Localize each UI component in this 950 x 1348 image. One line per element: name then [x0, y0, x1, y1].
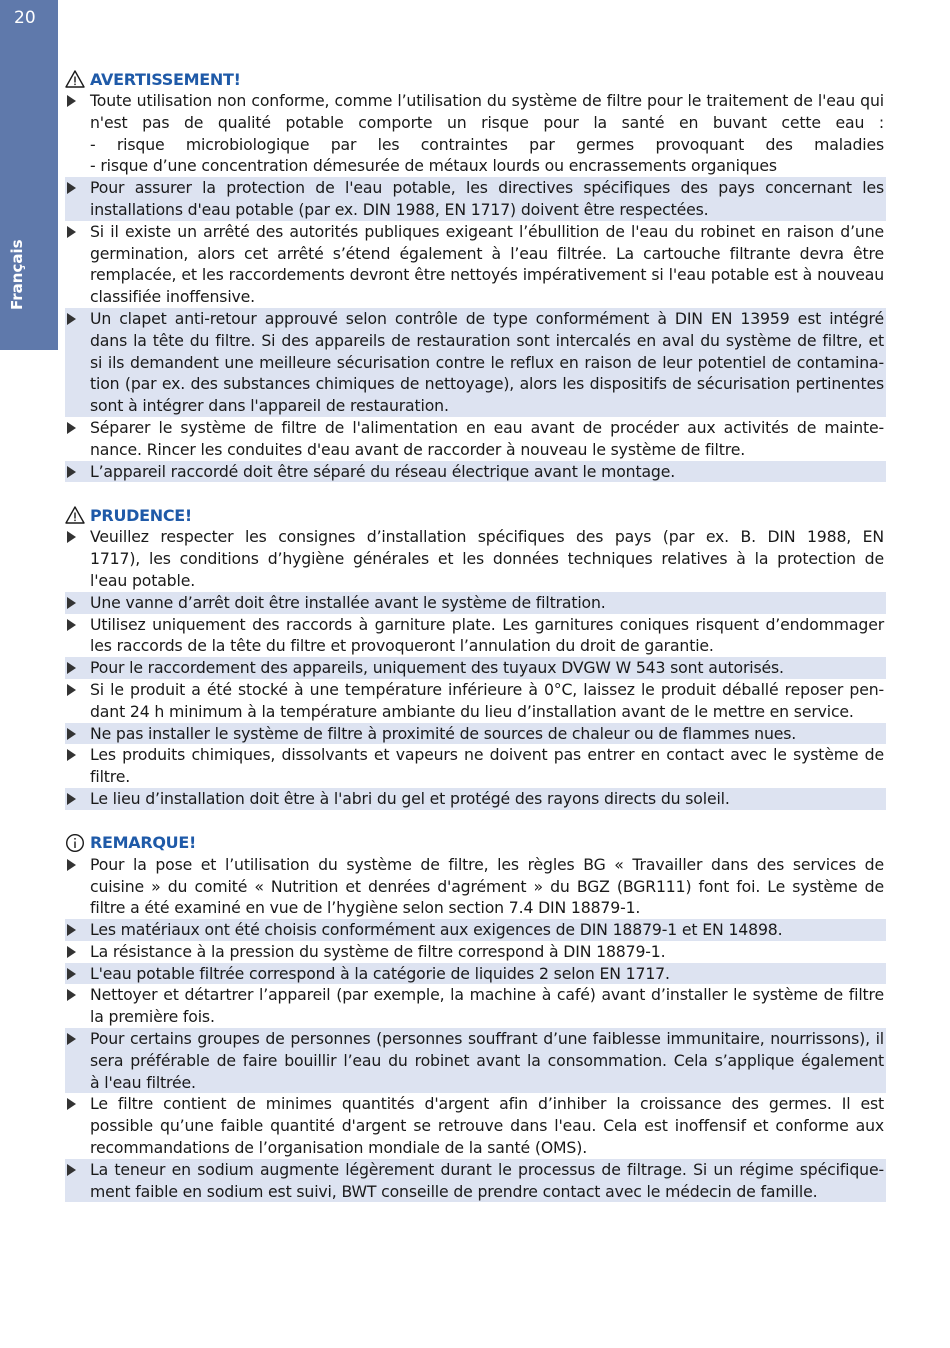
item-text-line: Le filtre contient de minimes quantités d'argent afin d’inhiber la croissance des germes. Il est — [90, 1094, 884, 1114]
list-item — [65, 788, 886, 810]
list-item — [65, 984, 886, 1028]
bullet-arrow-icon — [67, 662, 76, 674]
note-title: REMARQUE! — [90, 833, 196, 853]
warning-section — [65, 68, 886, 482]
item-text-line: Pour assurer la protection de l'eau potable, les directives spécifiques des pays concernant les — [90, 178, 884, 198]
item-text-line: Si le produit a été stocké à une température inférieure à 0°C, laissez le produit déballé reposer pen- — [90, 679, 884, 699]
item-text-line: - risque d’une concentration démesurée de métaux lourds ou encrassements organiques — [90, 156, 777, 176]
warning-heading — [65, 68, 886, 90]
list-item — [65, 657, 886, 679]
bullet-arrow-icon — [67, 531, 76, 543]
list-item — [65, 854, 886, 919]
caution-triangle-icon — [65, 505, 85, 525]
list-item — [65, 941, 886, 963]
bullet-arrow-icon — [67, 466, 76, 478]
item-text-line: Utilisez uniquement des raccords à garniture plate. Les garnitures coniques risquent d’endommager — [90, 614, 884, 634]
item-text-line: Pour certains groupes de personnes (personnes souffrant d’une faiblesse immunitaire, nourrissons), il — [90, 1029, 884, 1049]
item-text-line: Si il existe un arrêté des autorités publiques exigeant l’ébullition de l'eau du robinet en raison d’une — [90, 221, 884, 241]
list-item — [65, 723, 886, 745]
item-text-line: Pour la pose et l’utilisation du système de filtre, les règles BG « Travailler dans des services de — [90, 854, 884, 874]
bullet-arrow-icon — [67, 1164, 76, 1176]
item-text-line: classifiée inoffensive. — [90, 287, 256, 307]
item-text-line: La résistance à la pression du système de filtre correspond à DIN 18879-1. — [90, 941, 666, 961]
item-text-line: Les matériaux ont été choisis conformément aux exigences de DIN 18879-1 et EN 14898. — [90, 920, 783, 940]
list-item — [65, 417, 886, 461]
warning-title: AVERTISSEMENT! — [90, 69, 241, 89]
bullet-arrow-icon — [67, 619, 76, 631]
list-item — [65, 308, 886, 417]
caution-title: PRUDENCE! — [90, 505, 192, 525]
list-item — [65, 526, 886, 591]
item-text-line: L'eau potable filtrée correspond à la catégorie de liquides 2 selon EN 1717. — [90, 963, 670, 983]
item-text-line: nance. Rincer les conduites d'eau avant de raccorder à nouveau le système de filtre. — [90, 439, 746, 459]
caution-section — [65, 504, 886, 809]
note-heading — [65, 832, 886, 854]
language-tab-label: Français — [8, 239, 26, 310]
page-number: 20 — [14, 8, 36, 28]
item-text-line: dans la tête du filtre. Si des appareils de restauration sont intercalés en aval du système de filtre, et — [90, 330, 884, 350]
list-item — [65, 90, 886, 177]
item-text-line: si ils demandent une meilleure sécurisation contre le reflux en raison de leur potentiel de contamina- — [90, 352, 884, 372]
bullet-arrow-icon — [67, 859, 76, 871]
list-item — [65, 592, 886, 614]
bullet-arrow-icon — [67, 968, 76, 980]
item-text-line: n'est pas de qualité potable comporte un risque pour la santé en buvant cette eau : — [90, 112, 884, 132]
list-item — [65, 963, 886, 985]
bullet-arrow-icon — [67, 728, 76, 740]
list-item — [65, 1093, 886, 1158]
item-text-line: ment faible en sodium est suivi, BWT conseille de prendre contact avec le médecin de famille. — [90, 1181, 818, 1201]
item-text-line: Séparer le système de filtre de l'alimentation en eau avant de procéder aux activités de mainte- — [90, 417, 884, 437]
item-text-line: installations d'eau potable (par ex. DIN 1988, EN 1717) doivent être respectées. — [90, 199, 709, 219]
bullet-arrow-icon — [67, 924, 76, 936]
bullet-arrow-icon — [67, 749, 76, 761]
item-text-line: tion (par ex. des substances chimiques de nettoyage), alors les dispositifs de sécurisation pertinentes — [90, 374, 884, 394]
note-section — [65, 832, 886, 1203]
item-text-line: l'eau potable. — [90, 570, 196, 590]
list-item — [65, 679, 886, 723]
item-text-line: L’appareil raccordé doit être séparé du réseau électrique avant le montage. — [90, 461, 676, 481]
item-text-line: la première fois. — [90, 1007, 215, 1027]
item-text-line: sera préférable de faire bouillir l’eau du robinet avant la consommation. Cela s’applique également — [90, 1050, 884, 1070]
bullet-arrow-icon — [67, 313, 76, 325]
item-text-line: Un clapet anti-retour approuvé selon contrôle de type conformément à DIN EN 13959 est intégré — [90, 308, 884, 328]
item-text-line: filtre a été examiné en vue de l’hygiène selon section 7.4 DIN 18879-1. — [90, 898, 641, 918]
bullet-arrow-icon — [67, 422, 76, 434]
bullet-arrow-icon — [67, 95, 76, 107]
item-text-line: à l'eau filtrée. — [90, 1072, 196, 1092]
list-item — [65, 461, 886, 483]
info-circle-icon — [65, 833, 85, 853]
warning-triangle-icon — [65, 69, 85, 89]
list-item — [65, 1159, 886, 1203]
list-item — [65, 221, 886, 308]
list-item — [65, 1028, 886, 1093]
item-text-line: Veuillez respecter les consignes d’installation spécifiques des pays (par ex. B. DIN 1988, EN — [90, 527, 884, 547]
list-item — [65, 614, 886, 658]
item-text-line: Le lieu d’installation doit être à l'abri du gel et protégé des rayons directs du soleil. — [90, 788, 730, 808]
item-text-line: les raccords de la tête du filtre et provoqueront l’annulation du droit de garantie. — [90, 636, 714, 656]
item-text-line: Pour le raccordement des appareils, uniquement des tuyaux DVGW W 543 sont autorisés. — [90, 658, 784, 678]
item-text-line: filtre. — [90, 767, 131, 787]
item-text-line: - risque microbiologique par les contraintes par germes provoquant des maladies — [90, 134, 884, 154]
item-text-line: remplacée, et les raccordements devront être nettoyés impérativement si l'eau potable est à nouveau — [90, 265, 884, 285]
main-content — [65, 68, 886, 1224]
list-item — [65, 177, 886, 221]
item-text-line: Toute utilisation non conforme, comme l’utilisation du système de filtre pour le traitement de l'eau qui — [90, 91, 884, 110]
bullet-arrow-icon — [67, 793, 76, 805]
side-tab — [0, 0, 58, 350]
item-text-line: cuisine » du comité « Nutrition et denrées d'agrément » du BGZ (BGR111) font foi. Le système de — [90, 876, 884, 896]
item-text-line: Nettoyer et détartrer l’appareil (par exemple, la machine à café) avant d’installer le système de filtre — [90, 985, 884, 1005]
bullet-arrow-icon — [67, 684, 76, 696]
item-text-line: Une vanne d’arrêt doit être installée avant le système de filtration. — [90, 592, 606, 612]
bullet-arrow-icon — [67, 989, 76, 1001]
bullet-arrow-icon — [67, 1033, 76, 1045]
list-item — [65, 744, 886, 788]
bullet-arrow-icon — [67, 182, 76, 194]
item-text-line: sont à intégrer dans l'appareil de restauration. — [90, 396, 449, 416]
list-item — [65, 919, 886, 941]
item-text-line: La teneur en sodium augmente légèrement durant le processus de filtrage. Si un régime spécifique- — [90, 1159, 884, 1179]
item-text-line: Les produits chimiques, dissolvants et vapeurs ne doivent pas entrer en contact avec le système de — [90, 745, 884, 765]
item-text-line: dant 24 h minimum à la température ambiante du lieu d’installation avant de le mettre en service. — [90, 701, 854, 721]
bullet-arrow-icon — [67, 226, 76, 238]
item-text-line: Ne pas installer le système de filtre à proximité de sources de chaleur ou de flammes nues. — [90, 723, 797, 743]
item-text-line: 1717), les conditions d’hygiène générales et les données techniques relatives à la protection de — [90, 549, 884, 569]
bullet-arrow-icon — [67, 597, 76, 609]
item-text-line: possible qu’une faible quantité d'argent se retrouve dans l'eau. Cela est inoffensif et conforme aux — [90, 1116, 884, 1136]
bullet-arrow-icon — [67, 946, 76, 958]
bullet-arrow-icon — [67, 1098, 76, 1110]
item-text-line: recommandations de l’organisation mondiale de la santé (OMS). — [90, 1138, 588, 1158]
item-text-line: germination, alors cet arrêté s’étend également à l’eau filtrée. La cartouche filtrante devra être — [90, 243, 884, 263]
caution-heading — [65, 504, 886, 526]
